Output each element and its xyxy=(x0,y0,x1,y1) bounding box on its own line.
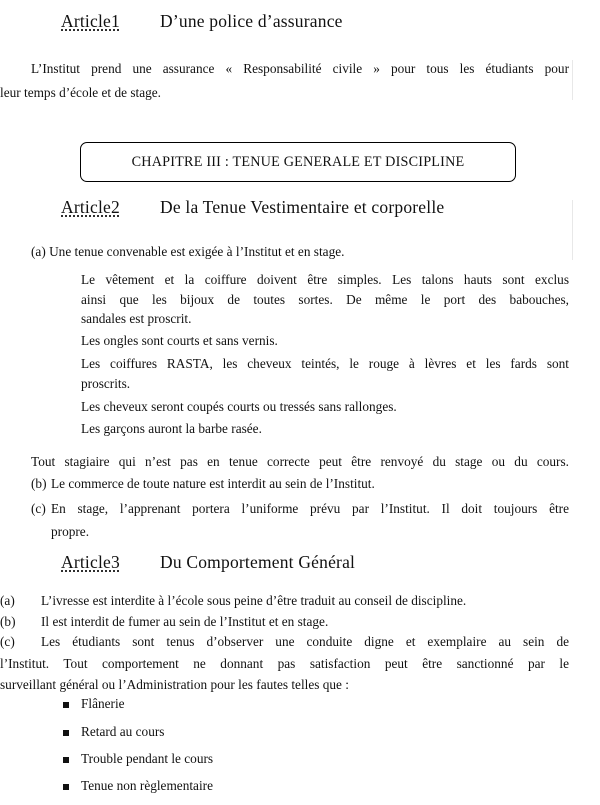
article3-item-c-label: (c) xyxy=(0,634,15,649)
list-item: Trouble pendant le cours xyxy=(81,751,214,766)
article3-item-c-line2: l’Institut. Tout comportement ne donnant pas satisfaction peut être sanctionné par le xyxy=(0,656,569,671)
list-item: Tenue non règlementaire xyxy=(81,778,213,793)
article3-title: Du Comportement Général xyxy=(160,552,356,572)
article2-title: De la Tenue Vestimentaire et corporelle xyxy=(160,197,445,217)
article3-item-b-label: (b) xyxy=(0,614,16,629)
article1-heading xyxy=(61,11,343,32)
article2-para1-line3: sandales est proscrit. xyxy=(81,311,192,326)
bullet-icon xyxy=(63,702,69,708)
article2-para2: Les ongles sont courts et sans vernis. xyxy=(81,333,278,348)
article3-item-c-line1: Les étudiants sont tenus d’observer une conduite digne et exemplaire au sein de xyxy=(41,634,569,649)
article3-item-c-line3: surveillant général ou l’Administration pour les fautes telles que : xyxy=(0,677,349,692)
article3-item-b: Il est interdit de fumer au sein de l’Institut et en stage. xyxy=(41,614,329,629)
article1-text-line1: L’Institut prend une assurance « Responsabilité civile » pour tous les étudiants pour xyxy=(31,61,569,76)
article2-para5: Les garçons auront la barbe rasée. xyxy=(81,421,262,436)
article2-number: Article2 xyxy=(61,197,120,217)
margin-mark xyxy=(572,60,573,100)
article2-para3-line1: Les coiffures RASTA, les cheveux teintés, le rouge à lèvres et les fards sont xyxy=(81,356,569,371)
article3-item-a: L’ivresse est interdite à l’école sous peine d’être traduit au conseil de discipline. xyxy=(41,593,467,608)
margin-mark xyxy=(572,200,573,260)
article3-item-a-label: (a) xyxy=(0,593,15,608)
article2-para1-line2: ainsi que les bijoux de toutes sortes. De même le port des babouches, xyxy=(81,292,569,307)
article2-para1-line1: Le vêtement et la coiffure doivent être simples. Les talons hauts sont exclus xyxy=(81,272,569,287)
article1-title: D’une police d’assurance xyxy=(160,11,343,31)
list-item: Flânerie xyxy=(81,696,125,711)
bullet-icon xyxy=(63,784,69,790)
article1-number: Article1 xyxy=(61,11,120,31)
list-item: Retard au cours xyxy=(81,724,165,739)
article2-item-c-label: (c) xyxy=(31,501,46,516)
bullet-icon xyxy=(63,757,69,763)
chapter-title: CHAPITRE III : TENUE GENERALE ET DISCIPLINE xyxy=(131,153,465,170)
article2-para3-line2: proscrits. xyxy=(81,376,131,391)
article2-item-b: Le commerce de toute nature est interdit au sein de l’Institut. xyxy=(51,476,375,491)
article2-item-c-line2: propre. xyxy=(51,524,90,539)
article2-item-c-line1: En stage, l’apprenant portera l’uniforme prévu par l’Institut. Il doit toujours être xyxy=(51,501,569,516)
article2-item-a: (a) Une tenue convenable est exigée à l’Institut et en stage. xyxy=(31,244,345,259)
article2-heading xyxy=(61,197,445,218)
article2-para4: Les cheveux seront coupés courts ou tressés sans rallonges. xyxy=(81,399,397,414)
article3-number: Article3 xyxy=(61,552,120,572)
article3-heading xyxy=(61,552,356,573)
bullet-icon xyxy=(63,730,69,736)
article2-stagiaire: Tout stagiaire qui n’est pas en tenue correcte peut être renvoyé du stage ou du cours. xyxy=(31,454,569,469)
chapter-title-box xyxy=(80,142,516,182)
article2-item-b-label: (b) xyxy=(31,476,47,491)
article1-text-line2: leur temps d’école et de stage. xyxy=(0,85,161,100)
